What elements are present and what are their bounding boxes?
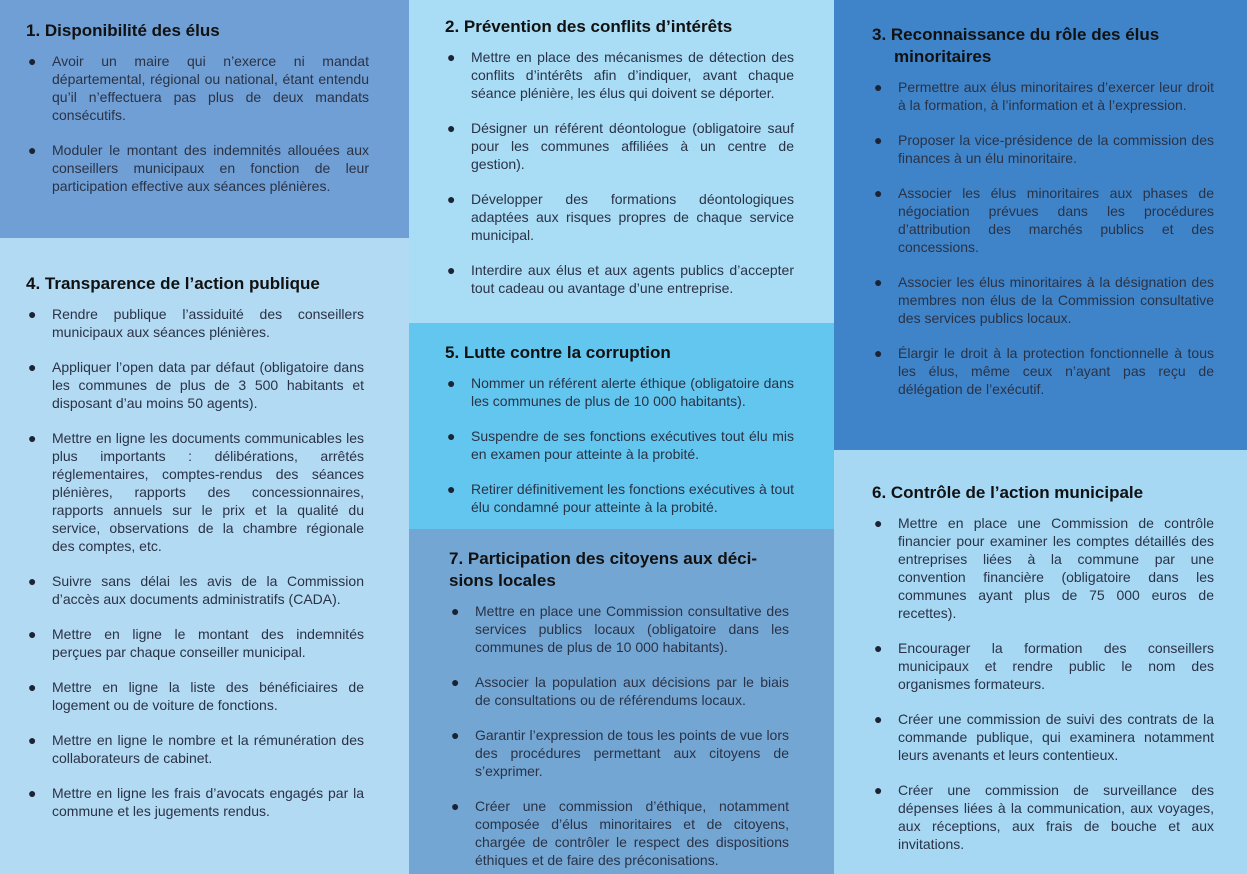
list-item (26, 731, 364, 767)
item-text: Interdire aux élus et aux agents publics d’accepter tout cadeau ou avantage d’une entreprise. (471, 262, 794, 296)
item-text: Développer des formations déontologiques adaptées aux risques propres de chaque service municipal. (471, 191, 794, 243)
list-item (445, 427, 794, 463)
list-item (872, 78, 1214, 114)
list-item (26, 358, 364, 412)
list-item (872, 781, 1214, 853)
list-item (26, 141, 369, 195)
list-item (445, 190, 794, 244)
bullet-icon: ● (447, 120, 456, 136)
item-text: Associer les élus minoritaires à la désignation des membres non élus de la Commission consultative des services publics locaux. (898, 274, 1214, 326)
section-transparence (0, 238, 409, 874)
item-list (26, 305, 364, 820)
item-list (449, 602, 789, 869)
item-text: Créer une commission de suivi des contrats de la commande publique, qui examinera notamment leurs avenants et leurs contentieux. (898, 711, 1214, 763)
list-item (26, 429, 364, 555)
item-text: Appliquer l’open data par défaut (obligatoire dans les communes de plus de 3 500 habitants et disposant d’au moins 50 agents). (52, 359, 364, 411)
item-list (872, 78, 1214, 398)
item-text: Mettre en place des mécanismes de détection des conflits d’intérêts afin d’indiquer, avant chaque séance plénière, les élus qui doivent se déporter. (471, 49, 794, 101)
list-item (872, 710, 1214, 764)
item-text: Permettre aux élus minoritaires d’exercer leur droit à la formation, à l’information et à l’expression. (898, 79, 1214, 113)
item-text: Créer une commission d’éthique, notamment composée d’élus minoritaires et de citoyens, chargée de contrôler le respect des dispositions éthiques et de faire des préconisations. (475, 798, 789, 868)
item-text: Rendre publique l’assiduité des conseillers municipaux aux séances plénières. (52, 306, 364, 340)
list-item (872, 514, 1214, 622)
list-item (872, 131, 1214, 167)
list-item (26, 784, 364, 820)
item-text: Mettre en ligne la liste des bénéficiaires de logement ou de voiture de fonctions. (52, 679, 364, 713)
list-item (26, 52, 369, 124)
list-item (445, 48, 794, 102)
bullet-icon: ● (28, 142, 37, 158)
section-disponibilite (0, 0, 409, 238)
item-text: Élargir le droit à la protection fonctionnelle à tous les élus, même ceux n’ayant pas reçu de délégation de l’exécutif. (898, 345, 1214, 397)
list-item (26, 625, 364, 661)
bullet-icon: ● (447, 375, 456, 391)
bullet-icon: ● (447, 49, 456, 65)
bullet-icon: ● (451, 603, 460, 619)
list-item (872, 273, 1214, 327)
list-item (26, 678, 364, 714)
bullet-icon: ● (874, 640, 883, 656)
item-text: Désigner un référent déontologue (obligatoire sauf pour les communes affiliées à un centre de gestion). (471, 120, 794, 172)
item-text: Créer une commission de surveillance des dépenses liées à la communication, aux voyages, aux réceptions, aux frais de bouche et aux invitations. (898, 782, 1214, 852)
list-item (449, 602, 789, 656)
section-title-line1: 7. Participation des citoyens aux déci- (449, 549, 757, 568)
bullet-icon: ● (874, 711, 883, 727)
item-list (445, 48, 794, 297)
bullet-icon: ● (451, 674, 460, 690)
item-text: Mettre en ligne les documents communicables les plus importants : délibérations, arrêtés réglementaires, comptes-rendus des séances plénières, rapports des concessionnaires, rapports annuels sur le prix et la qualité du service, observations de la chambre régionale des comptes, etc. (52, 430, 364, 554)
item-text: Garantir l’expression de tous les points de vue lors des procédures permettant aux citoyens de s’exprimer. (475, 727, 789, 779)
list-item (872, 344, 1214, 398)
bullet-icon: ● (874, 79, 883, 95)
bullet-icon: ● (451, 798, 460, 814)
bullet-icon: ● (447, 191, 456, 207)
bullet-icon: ● (451, 727, 460, 743)
section-title: 1. Disponibilité des élus (26, 21, 220, 40)
bullet-icon: ● (874, 515, 883, 531)
item-text: Mettre en ligne le nombre et la rémunération des collaborateurs de cabinet. (52, 732, 364, 766)
bullet-icon: ● (28, 785, 37, 801)
item-list (26, 52, 369, 195)
bullet-icon: ● (447, 428, 456, 444)
list-item (449, 726, 789, 780)
bullet-icon: ● (28, 573, 37, 589)
list-item (449, 673, 789, 709)
item-text: Retirer définitivement les fonctions exécutives à tout élu condamné pour atteinte à la probité. (471, 481, 794, 515)
bullet-icon: ● (447, 262, 456, 278)
list-item (872, 184, 1214, 256)
list-item (872, 639, 1214, 693)
item-text: Nommer un référent alerte éthique (obligatoire dans les communes de plus de 10 000 habitants). (471, 375, 794, 409)
section-lutte-corruption (409, 323, 834, 529)
section-elus-minoritaires (834, 0, 1247, 450)
section-title-line1: 3. Reconnaissance du rôle des élus (872, 25, 1160, 44)
item-text: Moduler le montant des indemnités allouées aux conseillers municipaux en fonction de leur participation effective aux séances plénières. (52, 142, 369, 194)
item-text: Associer la population aux décisions par le biais de consultations ou de référendums locaux. (475, 674, 789, 708)
list-item (26, 572, 364, 608)
item-text: Mettre en ligne les frais d’avocats engagés par la commune et les jugements rendus. (52, 785, 364, 819)
section-controle-action (834, 450, 1247, 874)
list-item (445, 480, 794, 516)
bullet-icon: ● (874, 782, 883, 798)
item-text: Proposer la vice-présidence de la commission des finances à un élu minoritaire. (898, 132, 1214, 166)
list-item (445, 119, 794, 173)
bullet-icon: ● (874, 345, 883, 361)
bullet-icon: ● (28, 626, 37, 642)
bullet-icon: ● (28, 53, 37, 69)
section-title (449, 548, 789, 592)
item-list (872, 514, 1214, 853)
item-text: Suspendre de ses fonctions exécutives tout élu mis en examen pour atteinte à la probité. (471, 428, 794, 462)
section-title-line2: minoritaires (894, 47, 992, 66)
section-title (872, 24, 1214, 68)
section-prevention-conflits (409, 0, 834, 323)
bullet-icon: ● (28, 679, 37, 695)
bullet-icon: ● (28, 306, 37, 322)
item-text: Associer les élus minoritaires aux phases de négociation prévues dans les procédures d’attribution des marchés publics et des concessions. (898, 185, 1214, 255)
list-item (449, 797, 789, 869)
bullet-icon: ● (28, 430, 37, 446)
list-item (445, 261, 794, 297)
item-list (445, 374, 794, 516)
item-text: Mettre en ligne le montant des indemnités perçues par chaque conseiller municipal. (52, 626, 364, 660)
list-item (26, 305, 364, 341)
item-text: Mettre en place une Commission de contrôle financier pour examiner les comptes détaillés des entreprises liées à la commune par une convention financière (obligatoire dans les communes ayant plus de 75 000 euros de recettes). (898, 515, 1214, 621)
section-title: 6. Contrôle de l’action municipale (872, 483, 1144, 502)
section-participation-citoyens (409, 529, 834, 874)
bullet-icon: ● (874, 274, 883, 290)
item-text: Suivre sans délai les avis de la Commission d’accès aux documents administratifs (CADA). (52, 573, 364, 607)
bullet-icon: ● (28, 359, 37, 375)
section-title: 2. Prévention des conflits d’intérêts (445, 17, 733, 36)
item-text: Encourager la formation des conseillers municipaux et rendre public le nom des organismes formateurs. (898, 640, 1214, 692)
section-title: 5. Lutte contre la corruption (445, 343, 671, 362)
bullet-icon: ● (874, 185, 883, 201)
list-item (445, 374, 794, 410)
section-title: 4. Transparence de l’action publique (26, 274, 320, 293)
item-text: Mettre en place une Commission consultative des services publics locaux (obligatoire dans les communes de plus de 10 000 habitants). (475, 603, 789, 655)
bullet-icon: ● (874, 132, 883, 148)
bullet-icon: ● (28, 732, 37, 748)
section-title-line2: sions locales (449, 571, 556, 590)
item-text: Avoir un maire qui n’exerce ni mandat départemental, régional ou national, étant entendu qu’il n’effectuera pas plus de deux mandats consécutifs. (52, 53, 369, 123)
bullet-icon: ● (447, 481, 456, 497)
